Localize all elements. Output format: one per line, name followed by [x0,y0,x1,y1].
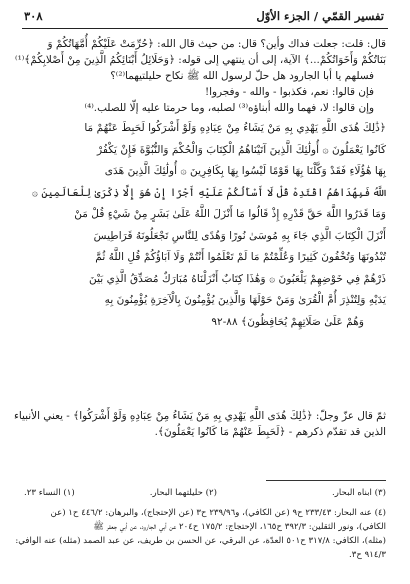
intro-line: وإن قالوا: لا، فهما والله أبناؤه⁽³⁾ لصلبه، وما حرمتا عليه إلّا للصلب.⁽⁴⁾ [84,102,374,114]
intro-line: بَنَاتُكُمْ وَأَخَوَاتُكُمْ...﴾ الآية، إلى أن ينتهي إلى قوله: ﴿وَحَلَائِلُ أَبْنَائِكُمُ الَّذِينَ مِنْ أَصْلابِكُمْ﴾⁽¹⁾ [15,54,386,66]
running-title: تفسير القمّي / الجزء الأوّل [256,9,384,23]
header-rule [22,28,388,29]
commentary-paragraph [13,408,386,440]
commentary-line: الذين قد تقدّم ذكرهم - ﴿لَحَبِطَ عَنْهُمْ مَا كَانُوا يَعْمَلُونَ﴾. [154,426,386,438]
quran-passage [24,118,386,333]
footnote-4-line: (٤) عنه البحار: ٢٣٣/٤٣ ح٩ (عن الكافي)، و٢٣٩/٩٦ ح٣ (عن الإحتجاج)، والبرهان: ٤٤٦/٢ ح١ (عن [50,508,386,518]
footnote-4-line: ٩١٤/٣ ح٣. [349,550,386,560]
quran-line: يَدَيْهِ وَلِتُنْذِرَ أُمَّ الْقُرَىٰ وَمَنْ حَوْلَهَا وَالَّذِينَ يُؤْمِنُونَ بِالْآخِرَةِ يُؤْمِنُونَ بِهِ [104,294,386,306]
footnotes [15,486,386,562]
quran-line: كَانُوا يَعْمَلُونَ ۞ أُولَٰئِكَ الَّذِينَ آتَيْنَاهُمُ الْكِتَابَ وَالْحُكْمَ وَالنُّبُوَّةَ فَإِنْ يَكْفُرْ [97,143,386,156]
running-header [22,9,388,25]
quran-line: أَنْزَلَ الْكِتَابَ الَّذِي جَاءَ بِهِ مُوسَىٰ نُورًا وَهُدًى لِلنَّاسِ تَجْعَلُونَهُ قَرَاطِيسَ [93,229,386,242]
quran-line: وَمَا قَدَرُوا اللَّهَ حَقَّ قَدْرِهِ إِذْ قَالُوا مَا أَنْزَلَ اللَّهُ عَلَىٰ بَشَرٍ مِنْ شَيْءٍ قُلْ مَنْ [74,208,386,220]
footnote-1: (١) النساء ٢٣. [24,488,75,498]
intro-line: قال: قلت: جعلت فداك وأين؟ قال: من حيث قال الله: ﴿حُرِّمَتْ عَلَيْكُمْ أُمَّهَاتُكُمْ وَ [47,38,386,50]
quran-line: وَهُمْ عَلَىٰ صَلَاتِهِمْ يُحَافِظُونَ﴾ ٨٨-٩٢ [211,315,364,328]
intro-paragraph [15,36,386,116]
footnote-2: (٢) حليلتهما البحار. [149,488,217,498]
quran-line: ﴿ذَٰلِكَ هُدَى اللَّهِ يَهْدِي بِهِ مَنْ يَشَاءُ مِنْ عِبَادِهِ وَلَوْ أَشْرَكُوا لَحَبِطَ عَنْهُمْ مَا [84,122,386,134]
quran-line: اللَّهُ فَبِهُدَاهُمُ اقْتَدِهْ قُلْ لَا أَسْأَلُكُمْ عَلَيْهِ أَجْرًا إِنْ هُوَ إِلَّا ذِكْرَىٰ لِلْعَالَمِينَ ۞ [31,186,386,199]
footnote-row-short [24,486,386,500]
page-number: ٣٠٨ [24,9,43,23]
footnote-4-line: (مثله)، الكافي: ٣١٧/٨ ح٥٠١ العدّة، عن البرقي، عن الحسن بن طريف، عن عبد الصمد (مثله) عنه الوافي: [15,536,386,546]
intro-line: فإن قالوا: نعم، فكذبوا - والله - وفجروا! [204,86,374,98]
commentary-line: ثمّ قال عزّ وجلّ: ﴿ذَٰلِكَ هُدَى اللَّهِ يَهْدِي بِهِ مَنْ يَشَاءُ مِنْ عِبَادِهِ وَلَوْ أَشْرَكُوا﴾ - يعني الأنبياء [13,410,386,422]
footnote-separator [266,480,386,481]
intro-line: فسلهم يا أبا الجارود هل حلّ لرسول الله ﷺ نكاح حليلتيهما⁽²⁾؟ [110,70,374,82]
quran-line: بِهَا هَٰؤُلَاءِ فَقَدْ وَكَّلْنَا بِهَا قَوْمًا لَيْسُوا بِهَا بِكَافِرِينَ ۞ أُولَٰئِكَ الَّذِينَ هَدَى [104,165,386,177]
quran-line: ذَرْهُمْ فِي خَوْضِهِمْ يَلْعَبُونَ ۞ وَهَٰذَا كِتَابٌ أَنْزَلْنَاهُ مُبَارَكٌ مُصَدِّقُ الَّذِي بَيْنَ [89,272,386,285]
footnote-3: (٣) ابناه البحار. [332,488,386,498]
quran-line: تُبْدُونَهَا وَتُخْفُونَ كَثِيرًا وَعُلِّمْتُمْ مَا لَمْ تَعْلَمُوا أَنْتُمْ وَلَا آبَاؤُكُمْ قُلِ اللَّهُ ثُمَّ [95,251,386,263]
footnote-4-line: الكافي)، ونور الثقلين: ٣٩٢/٣ ح١٦٥، الإحتجاج: ١٧٥/٢ ح٢٠٤ عن أبي الجارود، عن أبي جعفر ﷺ [93,522,386,532]
